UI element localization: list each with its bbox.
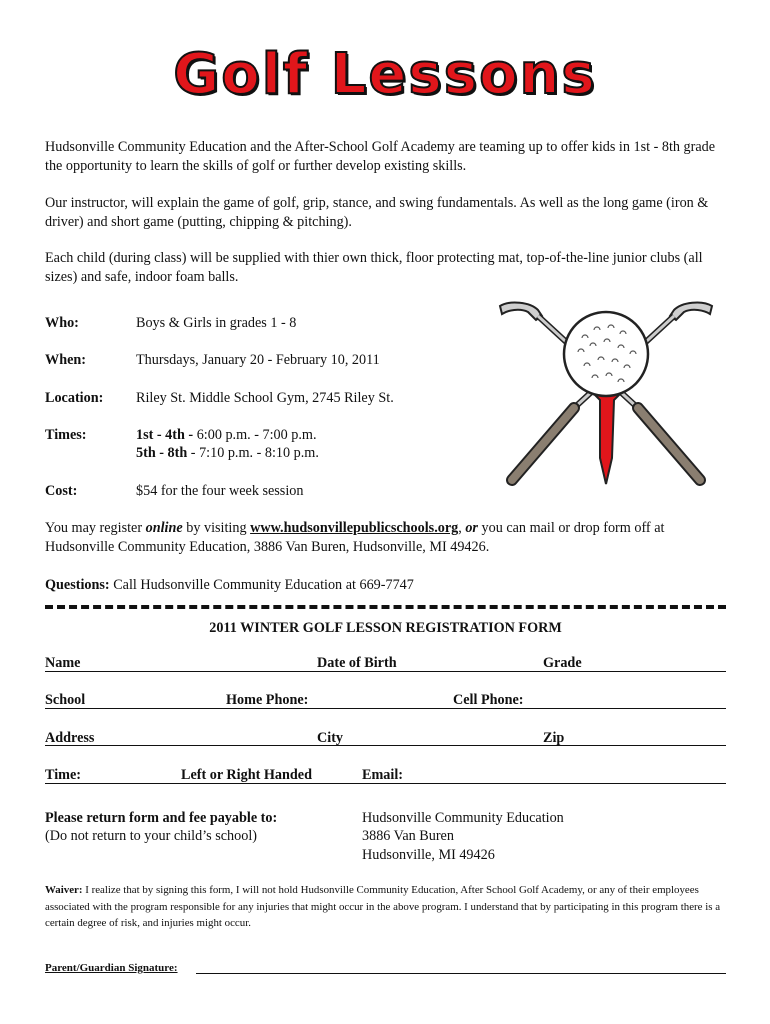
times-label: Times:: [45, 427, 87, 443]
when-value: Thursdays, January 20 - February 10, 2011: [136, 352, 380, 368]
register-text-4: you can mail or drop form off at Hudsonville Community Education, 3886 Van Buren, Hudsonville, MI 49426.: [45, 520, 665, 555]
who-label: Who:: [45, 315, 79, 331]
return-address-line-1: Hudsonville Community Education: [362, 810, 564, 826]
cost-label: Cost:: [45, 483, 78, 499]
register-text-2: by visiting: [182, 520, 251, 536]
times-2-time: - 7:10 p.m. - 8:10 p.m.: [187, 445, 319, 461]
location-label: Location:: [45, 390, 104, 406]
questions-text: Call Hudsonville Community Education at 669-7747: [109, 577, 414, 593]
questions-line: [45, 576, 725, 595]
register-text-3: ,: [458, 520, 466, 536]
return-note: (Do not return to your child’s school): [45, 828, 257, 844]
times-2-grade: 5th - 8th: [136, 445, 188, 461]
register-online: online: [145, 520, 183, 536]
website-link[interactable]: www.hudsonvillepublicschools.org: [250, 520, 459, 536]
grade-label: Grade: [543, 655, 582, 671]
form-title: 2011 WINTER GOLF LESSON REGISTRATION FORM: [209, 620, 562, 636]
waiver-body: I realize that by signing this form, I will not hold Hudsonville Community Education, After School Golf Academy, or any of their employees associated with the program responsible for any injuries that might occur in the above program. I understand that by participating in this program there is a certain degree of risk, and injuries might occur.: [45, 884, 721, 929]
golf-ball-icon: [564, 312, 648, 396]
return-address-line-3: Hudsonville, MI 49426: [362, 847, 495, 863]
register-paragraph: [45, 519, 725, 557]
cell-phone-label: Cell Phone:: [453, 692, 524, 708]
golf-clubs-ball-tee-icon: [490, 298, 722, 492]
dob-label: Date of Birth: [317, 655, 397, 671]
cut-line-divider: [45, 605, 726, 609]
page-title: Golf Lessons: [173, 42, 597, 107]
address-label: Address: [45, 730, 95, 746]
city-label: City: [317, 730, 344, 746]
questions-label: Questions:: [45, 577, 110, 593]
intro-paragraph-3: Each child (during class) will be supplied with thier own thick, floor protecting mat, top-of-the-line junior clubs (all sizes) and safe, indoor foam balls.: [45, 250, 703, 285]
intro-paragraph-2: Our instructor, will explain the game of golf, grip, stance, and swing fundamentals. As well as the long game (iron & driver) and short game (putting, chipping & pitching).: [45, 195, 709, 230]
return-label: Please return form and fee payable to:: [45, 810, 278, 826]
register-or: or: [465, 520, 478, 536]
signature-label: Parent/Guardian Signature:: [45, 962, 178, 974]
golf-tee-icon: [588, 388, 626, 484]
school-row-field[interactable]: [45, 708, 726, 709]
who-value: Boys & Girls in grades 1 - 8: [136, 315, 297, 331]
waiver-text: [45, 882, 727, 932]
time-row-field[interactable]: [45, 783, 726, 784]
email-label: Email:: [362, 767, 403, 783]
location-value: Riley St. Middle School Gym, 2745 Riley St.: [136, 390, 394, 406]
home-phone-label: Home Phone:: [226, 692, 309, 708]
return-address-line-2: 3886 Van Buren: [362, 828, 454, 844]
register-text-1: You may register: [45, 520, 146, 536]
name-row-field[interactable]: [45, 671, 726, 672]
when-label: When:: [45, 352, 86, 368]
times-row-1: [136, 427, 317, 444]
school-label: School: [45, 692, 86, 708]
handed-label: Left or Right Handed: [181, 767, 312, 783]
zip-label: Zip: [543, 730, 565, 746]
signature-field[interactable]: [196, 973, 726, 974]
time-label: Time:: [45, 767, 81, 783]
address-row-field[interactable]: [45, 745, 726, 746]
cost-value: $54 for the four week session: [136, 483, 304, 499]
waiver-label: Waiver:: [45, 884, 83, 896]
name-label: Name: [45, 655, 81, 671]
times-1-grade: 1st - 4th -: [136, 427, 194, 443]
intro-paragraph-1: Hudsonville Community Education and the After-School Golf Academy are teaming up to offer kids in 1st - 8th grade the opportunity to learn the skills of golf or further develop existing skills.: [45, 139, 716, 174]
times-row-2: [136, 445, 319, 462]
times-1-time: 6:00 p.m. - 7:00 p.m.: [193, 427, 317, 443]
